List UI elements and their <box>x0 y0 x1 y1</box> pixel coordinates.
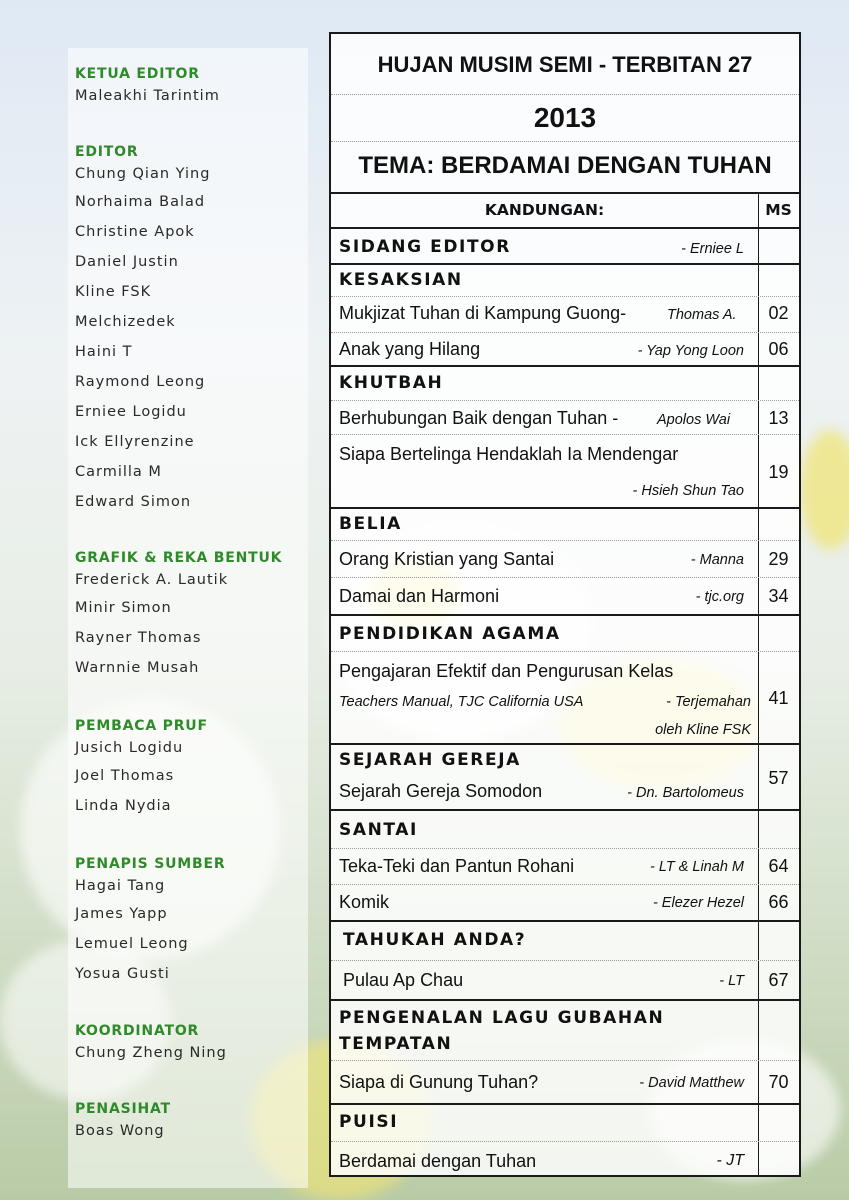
entry-title: Damai dan Harmoni <box>339 586 500 606</box>
entry-page: 66 <box>768 892 789 912</box>
credits-name: Warnnie Musah <box>75 660 200 676</box>
credits-name: Rayner Thomas <box>75 630 202 646</box>
entry-author-line2: oleh Kline FSK <box>655 722 751 738</box>
entry-title: Siapa Bertelinga Hendaklah Ia Mendengar <box>339 444 679 464</box>
entry-author: - LT <box>719 973 744 989</box>
entry-author: - Manna <box>690 552 744 568</box>
entry-page: 70 <box>768 1072 789 1092</box>
entry-title: Komik <box>339 892 390 912</box>
credits-ketua-editor <box>75 65 220 109</box>
credits-editor <box>75 143 210 517</box>
credits-heading: KOORDINATOR <box>75 1023 200 1039</box>
magazine-title: HUJAN MUSIM SEMI - TERBITAN 27 <box>377 52 753 77</box>
entry-author: - David Matthew <box>639 1075 744 1091</box>
entry-page: 67 <box>768 970 789 990</box>
credits-name: Christine Apok <box>75 224 195 240</box>
entry-page: 29 <box>768 549 789 569</box>
credits-name: Boas Wong <box>75 1123 165 1139</box>
credits-name: Lemuel Leong <box>75 936 189 952</box>
section-belia: BELIA <box>339 514 402 534</box>
entry-page: 19 <box>768 462 789 482</box>
section-sidang-editor: SIDANG EDITOR <box>339 237 511 257</box>
entry-page: 64 <box>768 856 789 876</box>
entry-author: - Terjemahan <box>666 694 751 710</box>
credits-grafik <box>75 549 282 683</box>
entry-title: Sejarah Gereja Somodon <box>339 781 543 801</box>
section-tahukah-anda: TAHUKAH ANDA? <box>343 930 527 950</box>
section-pengenalan-lagu-line2: TEMPATAN <box>339 1034 453 1054</box>
credits-name: Daniel Justin <box>75 254 179 270</box>
credits-penasihat <box>75 1100 171 1144</box>
entry-author: - Elezer Hezel <box>652 895 744 911</box>
entry-page: 13 <box>768 408 789 428</box>
credits-name: Yosua Gusti <box>75 966 170 982</box>
issue-year: 2013 <box>533 102 597 133</box>
entry-title: Pulau Ap Chau <box>343 970 464 990</box>
entry-title: Teka-Teki dan Pantun Rohani <box>339 856 575 876</box>
entry-title: Siapa di Gunung Tuhan? <box>339 1072 539 1092</box>
credits-name: Joel Thomas <box>75 768 175 784</box>
credits-heading: KETUA EDITOR <box>75 66 200 82</box>
entry-title: Pengajaran Efektif dan Pengurusan Kelas <box>339 661 674 681</box>
credits-koordinator <box>75 1022 227 1066</box>
credits-heading: PENASIHAT <box>75 1101 171 1117</box>
entry-author: - Erniee L <box>681 241 744 257</box>
credits-name: Norhaima Balad <box>75 194 206 210</box>
credits-name: Carmilla M <box>75 464 162 480</box>
entry-author: Thomas A. <box>667 307 737 323</box>
entry-author: - Dn. Bartolomeus <box>627 785 744 801</box>
credits-name: Ick Ellyrenzine <box>75 434 195 450</box>
credits-heading: PEMBACA PRUF <box>75 718 208 734</box>
credits-pembaca-pruf <box>75 717 208 821</box>
credits-name: Haini T <box>75 344 133 360</box>
entry-author: Apolos Wai <box>657 412 731 428</box>
entry-title: Mukjizat Tuhan di Kampung Guong- <box>339 303 627 323</box>
credits-name: Chung Qian Ying <box>75 166 211 182</box>
section-puisi: PUISI <box>339 1112 399 1132</box>
credits-name: Chung Zheng Ning <box>75 1045 227 1061</box>
issue-theme: TEMA: BERDAMAI DENGAN TUHAN <box>358 152 772 179</box>
entry-author: - tjc.org <box>695 589 744 605</box>
entry-author: - JT <box>716 1152 744 1169</box>
contents-header: KANDUNGAN: <box>484 201 605 219</box>
entry-title: Berhubungan Baik dengan Tuhan - <box>339 408 619 428</box>
credits-name: Maleakhi Tarintim <box>75 88 220 104</box>
credits-name: Frederick A. Lautik <box>75 572 229 588</box>
entry-page: 34 <box>768 586 789 606</box>
credits-name: Melchizedek <box>75 314 176 330</box>
credits-name: Minir Simon <box>75 600 172 616</box>
entry-page: 41 <box>768 688 789 708</box>
credits-heading: GRAFIK & REKA BENTUK <box>75 550 283 566</box>
credits-name: Kline FSK <box>75 284 152 300</box>
credits-name: James Yapp <box>75 906 168 922</box>
entry-title: Anak yang Hilang <box>339 339 481 359</box>
entry-author: - Yap Yong Loon <box>637 343 744 359</box>
entry-title: Orang Kristian yang Santai <box>339 549 555 569</box>
entry-page: 02 <box>768 303 789 323</box>
entry-author: - LT & Linah M <box>649 859 744 875</box>
section-pendidikan-agama: PENDIDIKAN AGAMA <box>339 624 561 644</box>
credits-heading: PENAPIS SUMBER <box>75 856 226 872</box>
credits-name: Hagai Tang <box>75 878 166 894</box>
credits-name: Raymond Leong <box>75 374 206 390</box>
entry-author: - Hsieh Shun Tao <box>632 483 744 499</box>
page-header: MS <box>765 201 792 219</box>
credits-name: Erniee Logidu <box>75 404 187 420</box>
table-of-contents <box>329 32 801 1177</box>
entry-source: Teachers Manual, TJC California USA <box>339 694 584 710</box>
section-pengenalan-lagu: PENGENALAN LAGU GUBAHAN <box>339 1008 665 1028</box>
section-sejarah-gereja: SEJARAH GEREJA <box>339 750 521 770</box>
entry-page: 06 <box>768 339 789 359</box>
section-khutbah: KHUTBAH <box>339 373 444 393</box>
credits-name: Edward Simon <box>75 494 192 510</box>
entry-title: Berdamai dengan Tuhan <box>339 1151 537 1171</box>
credits-penapis-sumber <box>75 855 225 989</box>
entry-page: 57 <box>768 768 789 788</box>
credits-heading: EDITOR <box>75 144 139 160</box>
credits-name: Jusich Logidu <box>75 740 184 756</box>
credits-name: Linda Nydia <box>75 798 172 814</box>
section-kesaksian: KESAKSIAN <box>339 270 463 290</box>
section-santai: SANTAI <box>339 820 418 840</box>
